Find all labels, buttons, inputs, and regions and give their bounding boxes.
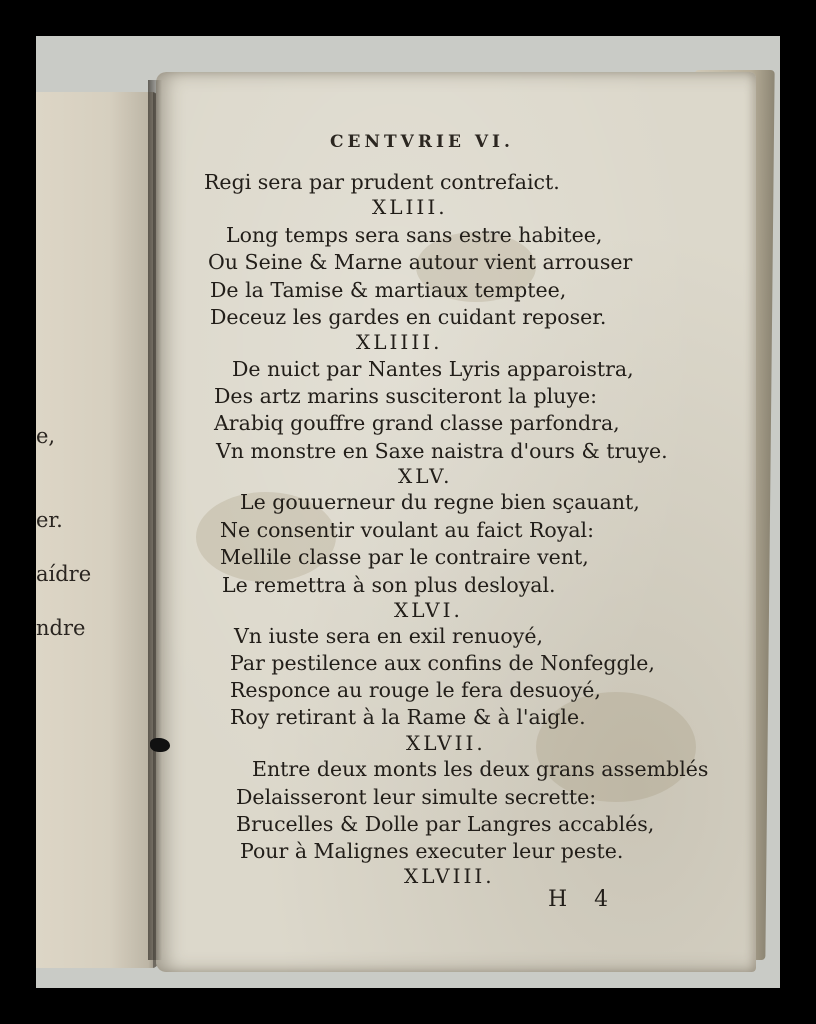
quatrain-numeral: XLIIII. xyxy=(356,330,443,354)
verse-line: Ou Seine & Marne autour vient arrouser xyxy=(208,250,633,274)
left-page-fragment: er. xyxy=(36,508,63,532)
verse-line: Entre deux monts les deux grans assemblés xyxy=(252,757,709,781)
page-tear-mark xyxy=(150,738,170,752)
verse-line: Des artz marins susciteront la pluye: xyxy=(214,384,597,408)
verse-line: De nuict par Nantes Lyris apparoistra, xyxy=(232,357,634,381)
left-page-fragment: e, xyxy=(36,424,56,448)
verse-line: Pour à Malignes executer leur peste. xyxy=(240,839,624,863)
verse-line: Vn monstre en Saxe naistra d'ours & truye. xyxy=(216,439,668,463)
verse-line: Brucelles & Dolle par Langres accablés, xyxy=(236,812,655,836)
verse-line: Ne consentir voulant au faict Royal: xyxy=(220,518,595,542)
verse-line: Par pestilence aux confins de Nonfeggle, xyxy=(230,651,655,675)
verse-line: Deceuz les gardes en cuidant reposer. xyxy=(210,305,607,329)
verse-line: Vn iuste sera en exil renuoyé, xyxy=(234,624,543,648)
verse-line: De la Tamise & martiaux temptee, xyxy=(210,278,567,302)
gutter-shadow xyxy=(148,80,162,960)
quatrain-numeral: XLVI. xyxy=(394,598,463,622)
verse-line: Delaisseront leur simulte secrette: xyxy=(236,785,597,809)
signature-mark: H 4 xyxy=(548,887,619,912)
quatrain-numeral: XLV. xyxy=(398,464,453,488)
verse-line: Roy retirant à la Rame & à l'aigle. xyxy=(230,705,586,729)
verse-line: Regi sera par prudent contrefaict. xyxy=(204,170,560,194)
quatrain-numeral: XLVII. xyxy=(406,731,486,755)
verse-line: Long temps sera sans estre habitee, xyxy=(226,223,603,247)
verse-line: Arabiq gouffre grand classe parfondra, xyxy=(214,411,620,435)
verse-line: Le gouuerneur du regne bien sçauant, xyxy=(240,490,640,514)
running-head: CENTVRIE VI. xyxy=(330,132,514,152)
left-page-fragment: aídre xyxy=(36,562,92,586)
quatrain-numeral: XLIII. xyxy=(372,195,448,219)
verse-line: Responce au rouge le fera desuoyé, xyxy=(230,678,601,702)
verse-line: Mellile classe par le contraire vent, xyxy=(220,545,589,569)
left-page-fragment: ndre xyxy=(36,616,86,640)
verse-line: Le remettra à son plus desloyal. xyxy=(222,573,556,597)
left-page xyxy=(36,92,158,968)
quatrain-numeral: XLVIII. xyxy=(404,864,495,888)
